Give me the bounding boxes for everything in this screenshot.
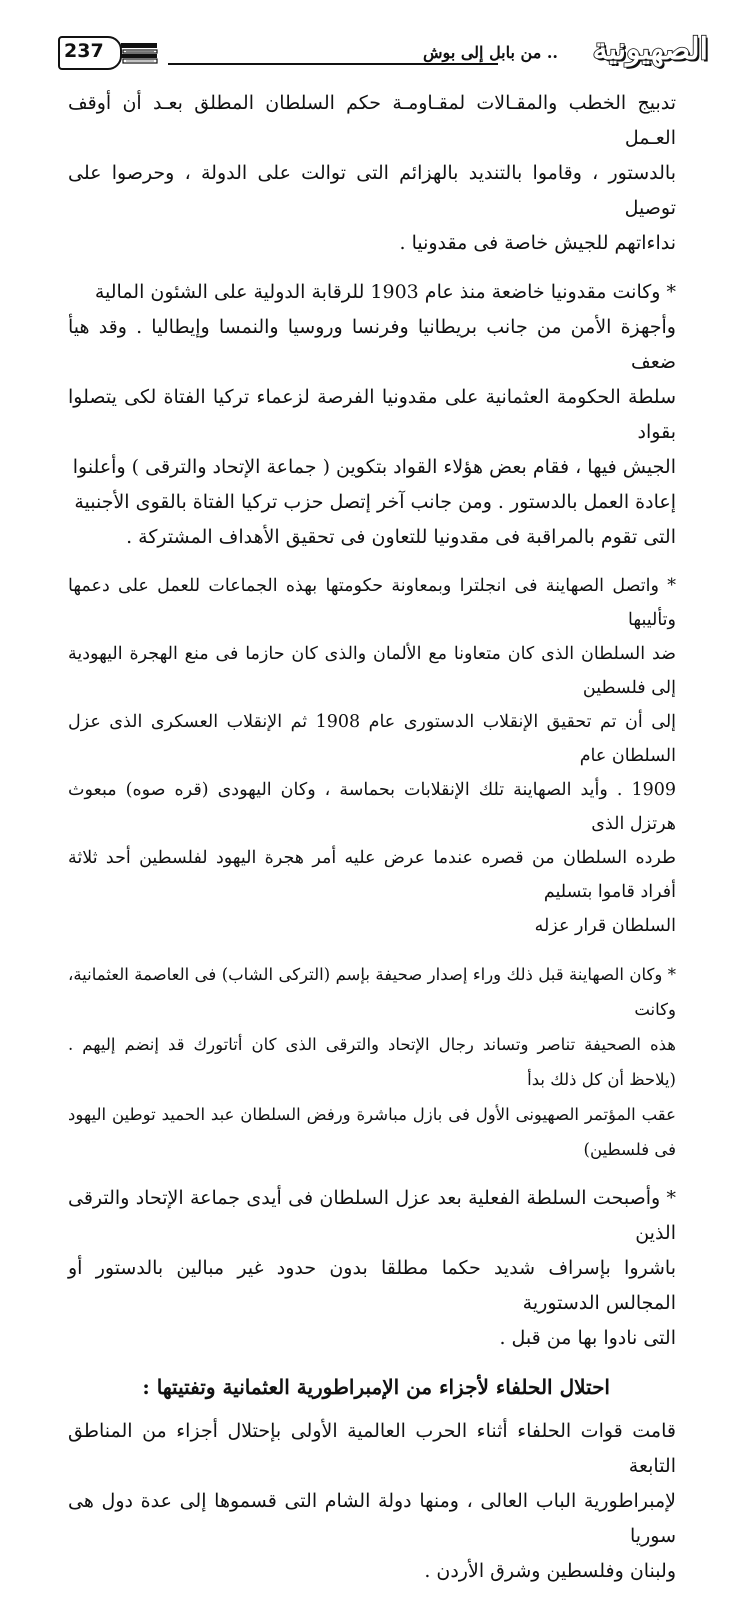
paragraph-6 (68, 1414, 676, 1589)
text-line: بالدستور ، وقاموا بالتنديد بالهزائم التى توالت على الدولة ، وحرصوا على توصيل (68, 162, 676, 219)
text-line: * وكانت مقدونيا خاضعة منذ عام 1903 للرقابة الدولية على الشئون المالية (94, 281, 676, 303)
header-rule (168, 63, 498, 65)
text-line: التى نادوا بها من قبل . (499, 1327, 676, 1349)
page-header (58, 30, 708, 78)
series-logo: الصهيونية (592, 32, 708, 67)
paragraph-5 (68, 1181, 676, 1356)
text-line: هذه الصحيفة تناصر وتساند رجال الإتحاد والترقى الذى كان أتاتورك قد إنضم إليهم . (يلاحظ أن كل ذلك بدأ (68, 1035, 676, 1089)
text-line: نداءاتهم للجيش خاصة فى مقدونيا . (399, 232, 676, 254)
text-line: * وأصبحت السلطة الفعلية بعد عزل السلطان فى أيدى جماعة الإتحاد والترقى الذين (68, 1187, 676, 1244)
text-line: لإمبراطورية الباب العالى ، ومنها دولة الشام التى قسموها إلى عدة دول هى سوريا (68, 1490, 676, 1547)
text-line: باشروا بإسراف شديد حكما مطلقا بدون حدود غير مبالين بالدستور أو المجالس الدستورية (68, 1257, 676, 1314)
paragraph-2 (68, 275, 676, 555)
text-line: * واتصل الصهاينة فى انجلترا وبمعاونة حكومتها بهذه الجماعات للعمل على دعمها وتأليبها (68, 576, 676, 630)
text-line: إعادة العمل بالدستور . ومن جانب آخر إتصل حزب تركيا الفتاة بالقوى الأجنبية (74, 491, 676, 513)
running-title: .. من بابل إلى بوش (423, 43, 558, 62)
page-body (68, 86, 676, 1603)
paragraph-1 (68, 86, 676, 261)
paragraph-4 (68, 957, 676, 1167)
paragraph-3 (68, 569, 676, 943)
stacked-books-icon (120, 42, 158, 64)
text-line: 1909 . وأيد الصهاينة تلك الإنقلابات بحماسة ، وكان اليهودى (قره صوه) مبعوث هرتزل الذى (68, 780, 676, 834)
text-line: التى تقوم بالمراقبة فى مقدونيا للتعاون فى تحقيق الأهداف المشتركة . (126, 526, 676, 548)
text-line: سلطة الحكومة العثمانية على مقدونيا الفرصة لزعماء تركيا الفتاة لكى يتصلوا بقواد (68, 386, 676, 443)
text-line: وأجهزة الأمن من جانب بريطانيا وفرنسا وروسيا والنمسا وإيطاليا . وقد هيأ ضعف (68, 316, 676, 373)
text-line: تدبيج الخطب والمقـالات لمقـاومـة حكم السلطان المطلق بعـد أن أوقف العـمل (68, 92, 676, 149)
text-line: ولبنان وفلسطين وشرق الأردن . (424, 1560, 676, 1582)
text-line: ضد السلطان الذى كان متعاونا مع الألمان والذى كان حازما فى منع الهجرة اليهودية إلى فلسطين (68, 644, 676, 698)
text-line: قامت قوات الحلفاء أثناء الحرب العالمية الأولى بإحتلال أجزاء من المناطق التابعة (68, 1420, 676, 1477)
page-number-badge (58, 36, 158, 68)
section-heading: احتلال الحلفاء لأجزاء من الإمبراطورية العثمانية وتفتيتها : (142, 1375, 610, 1399)
text-line: طرده السلطان من قصره عندما عرض عليه أمر هجرة اليهود لفلسطين أحد ثلاثة أفراد قاموا بتسليم (68, 848, 676, 902)
text-line: إلى أن تم تحقيق الإنقلاب الدستورى عام 1908 ثم الإنقلاب العسكرى الذى عزل السلطان عام (68, 712, 677, 766)
text-line: الجيش فيها ، فقام بعض هؤلاء القواد بتكوين ( جماعة الإتحاد والترقى ) وأعلنوا (72, 456, 676, 478)
text-line: * وكان الصهاينة قبل ذلك وراء إصدار صحيفة بإسم (التركى الشاب) فى العاصمة العثمانية، وكانت (68, 965, 676, 1019)
text-line: عقب المؤتمر الصهيونى الأول فى بازل مباشرة ورفض السلطان عبد الحميد توطين اليهود فى فلسطين) (68, 1105, 676, 1159)
page-number: 237 (64, 40, 104, 62)
text-line: السلطان قرار عزله (534, 916, 676, 936)
